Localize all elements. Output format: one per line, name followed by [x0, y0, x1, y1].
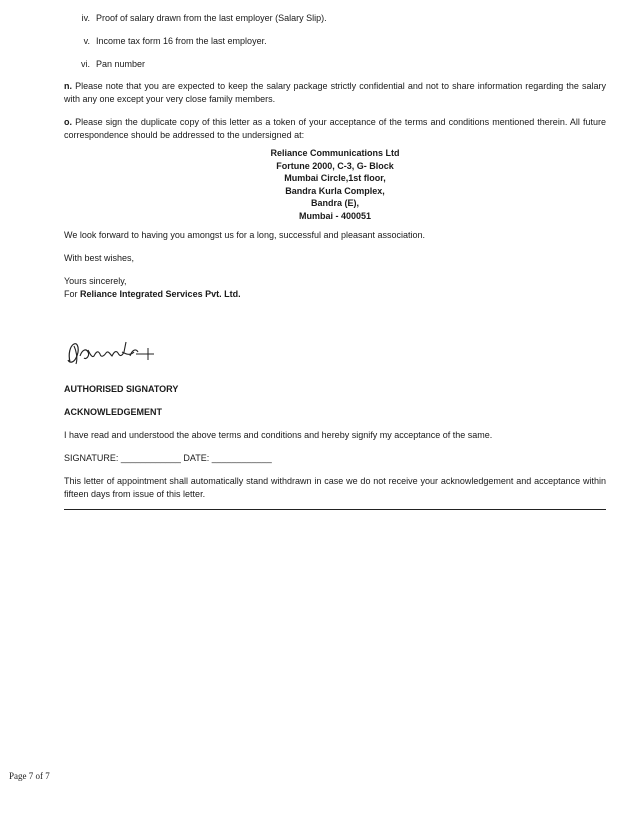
address-line: Mumbai - 400051: [298, 210, 372, 221]
best-wishes-text: With best wishes,: [64, 253, 135, 263]
list-number: v.: [83, 36, 90, 46]
list-number: iv.: [81, 13, 90, 23]
for-prefix: For: [64, 289, 78, 299]
address-line: Bandra Kurla Complex,: [285, 185, 385, 196]
address-line: Reliance Communications Ltd: [270, 148, 400, 158]
list-item-vi: [76, 58, 145, 71]
signature-date-line: SIGNATURE: ____________ DATE: ____________: [64, 453, 272, 463]
company-name: Reliance Integrated Services Pvt. Ltd.: [80, 289, 241, 299]
address-block: [64, 147, 606, 222]
withdraw-text: This letter of appointment shall automatically stand withdrawn in case we do not receive your acknowledgement and acceptance within fifteen days from issue of this letter.: [64, 476, 606, 499]
acknowledgement-title: ACKNOWLEDGEMENT: [64, 407, 162, 417]
list-item-v: [76, 35, 267, 48]
clause-n-label: n.: [64, 81, 72, 91]
list-text: Proof of salary drawn from the last employer (Salary Slip).: [96, 13, 327, 23]
clause-o-text: Please sign the duplicate copy of this letter as a token of your acceptance of the terms and conditions mentioned therein. All future correspondence should be addressed to the undersigned at:: [64, 117, 606, 140]
authorised-signatory: AUTHORISED SIGNATORY: [64, 384, 179, 394]
yours-sincerely-text: Yours sincerely,: [64, 276, 127, 286]
address-line: Fortune 2000, C-3, G- Block: [276, 160, 394, 171]
acknowledgement-text: I have read and understood the above terms and conditions and hereby signify my acceptance of the same.: [64, 430, 493, 440]
look-forward-text: We look forward to having you amongst us for a long, successful and pleasant association.: [64, 230, 426, 240]
list-text: Pan number: [96, 59, 146, 69]
clause-o-label: o.: [64, 117, 72, 127]
signature-image: [64, 336, 160, 368]
horizontal-rule: [64, 509, 606, 510]
clause-n: [64, 80, 606, 106]
page-footer: Page 7 of 7: [9, 771, 50, 781]
list-text: Income tax form 16 from the last employer.: [96, 36, 267, 46]
clause-n-text: Please note that you are expected to keep the salary package strictly confidential and not to share information regarding the salary with any one except your very close family members.: [64, 81, 606, 104]
address-line: Bandra (E),: [310, 198, 359, 208]
list-item-iv: [76, 12, 327, 25]
for-company-line: [64, 288, 241, 301]
list-number: vi.: [81, 59, 90, 69]
address-line: Mumbai Circle,1st floor,: [284, 173, 386, 183]
clause-o: [64, 116, 606, 142]
